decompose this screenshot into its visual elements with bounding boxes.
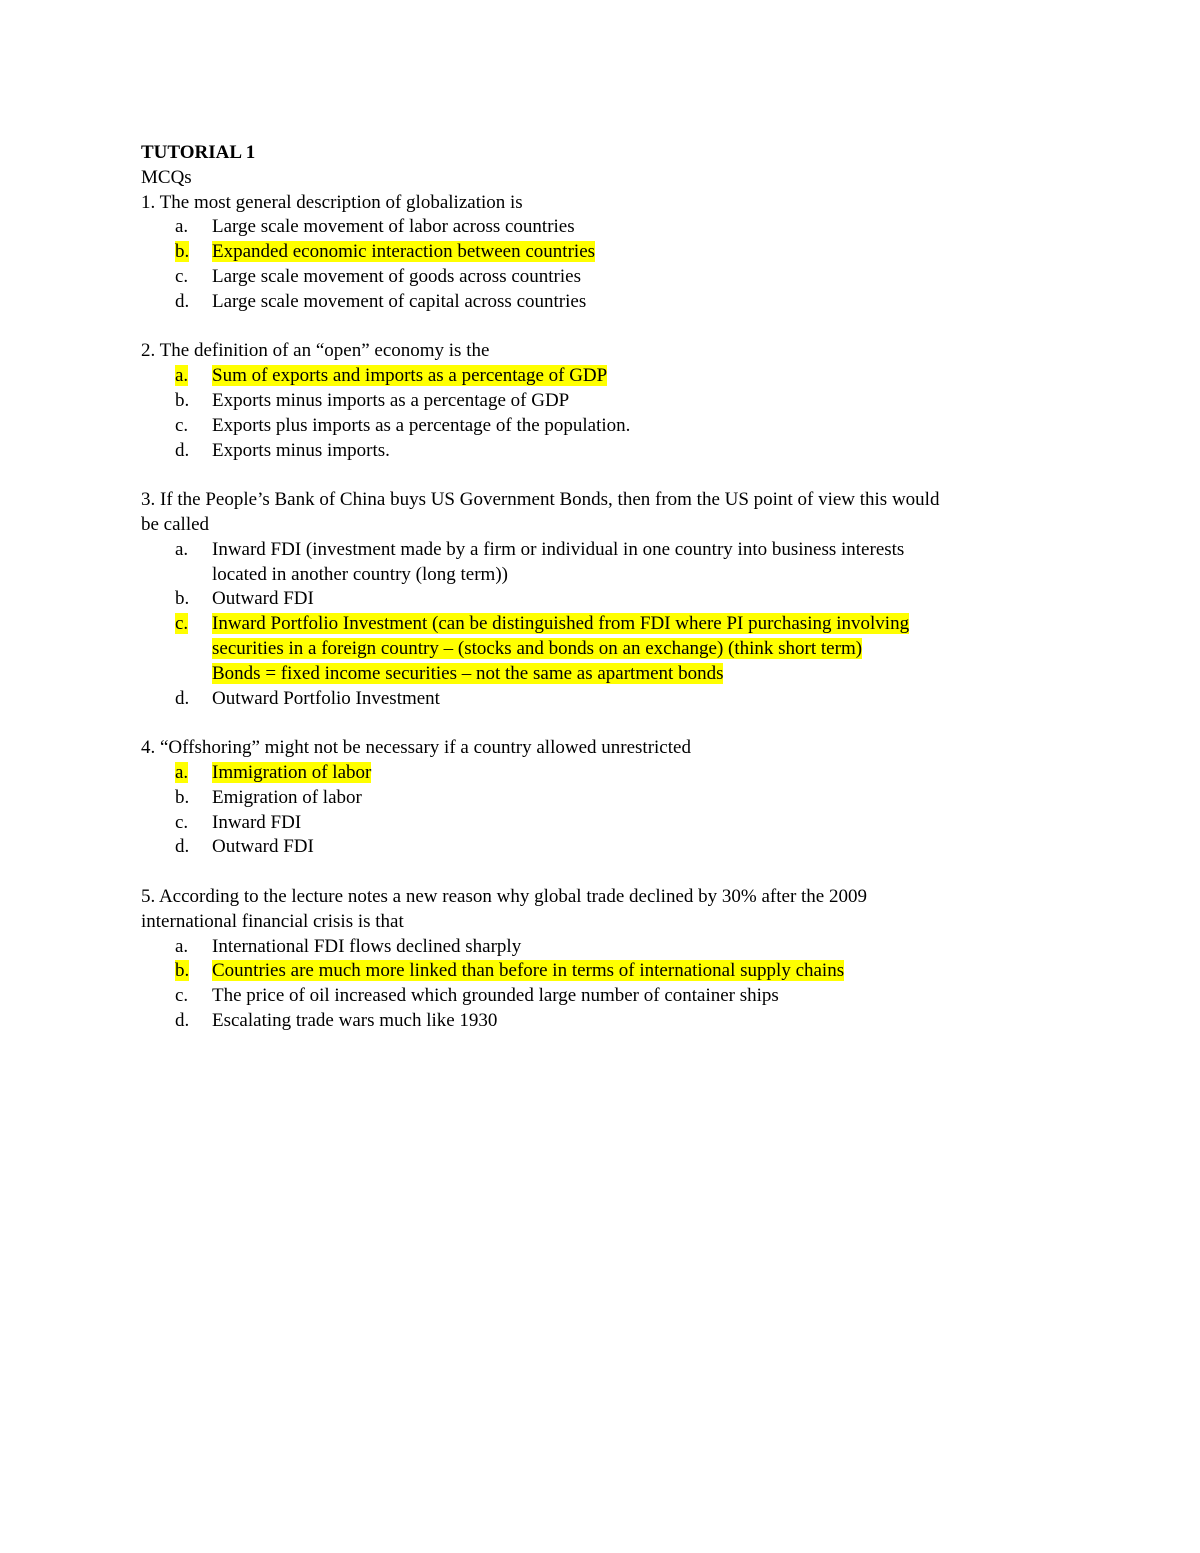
option-text: Exports minus imports. [212, 439, 390, 461]
option-text: Inward FDI [212, 811, 302, 833]
highlighted-option-text: Bonds = fixed income securities – not the same as apartment bonds [212, 662, 724, 684]
question-spacer [141, 860, 1061, 885]
highlighted-option-text: Expanded economic interaction between countries [212, 241, 596, 263]
highlighted-option-text: Sum of exports and imports as a percentage of GDP [212, 365, 608, 387]
option-letter: c. [175, 811, 189, 833]
highlighted-option-text: Inward Portfolio Investment (can be distinguished from FDI where PI purchasing involving [212, 613, 910, 635]
answer-option [141, 389, 1061, 414]
answer-option [141, 761, 1061, 786]
question-2 [141, 339, 1061, 463]
option-text: Outward Portfolio Investment [212, 687, 440, 709]
document-title: TUTORIAL 1 [141, 142, 256, 163]
option-text: Exports minus imports as a percentage of GDP [212, 389, 570, 411]
option-letter: a. [175, 935, 189, 957]
answer-option [141, 959, 1061, 984]
option-letter: b. [175, 960, 190, 982]
document-body [141, 141, 1061, 1034]
option-letter: c. [175, 613, 189, 635]
question-5 [141, 885, 1061, 1034]
question-4 [141, 736, 1061, 860]
option-text: Exports plus imports as a percentage of the population. [212, 414, 631, 436]
answer-option [141, 414, 1061, 439]
option-text: Outward FDI [212, 588, 314, 610]
answer-option [141, 240, 1061, 265]
question-1 [141, 191, 1061, 315]
option-letter: d. [175, 439, 190, 461]
option-letter: a. [175, 365, 189, 387]
question-stem-line: 3. If the People’s Bank of China buys US Government Bonds, then from the US point of view this would [141, 489, 940, 511]
option-letter: a. [175, 761, 189, 783]
option-letter: d. [175, 290, 190, 312]
highlighted-option-text: securities in a foreign country – (stocks and bonds on an exchange) (think short term) [212, 637, 863, 659]
answer-option [141, 587, 1061, 612]
question-stem-line: 4. “Offshoring” might not be necessary if a country allowed unrestricted [141, 737, 691, 759]
highlighted-option-text: Immigration of labor [212, 761, 372, 783]
document-subtitle: MCQs [141, 166, 192, 188]
answer-option [141, 265, 1061, 290]
option-letter: d. [175, 1009, 190, 1031]
option-text: Inward FDI (investment made by a firm or individual in one country into business interests [212, 538, 905, 560]
question-list [141, 191, 1061, 1034]
answer-option [141, 612, 1061, 686]
question-stem-line: be called [141, 513, 210, 535]
answer-option [141, 1009, 1061, 1034]
question-stem-line: international financial crisis is that [141, 910, 404, 932]
answer-option [141, 439, 1061, 464]
answer-option [141, 364, 1061, 389]
answer-option [141, 786, 1061, 811]
option-letter: b. [175, 588, 190, 610]
question-stem-line: 1. The most general description of globalization is [141, 191, 523, 213]
option-letter: b. [175, 389, 190, 411]
option-letter: c. [175, 414, 189, 436]
option-letter: d. [175, 836, 190, 858]
question-stem-line: 5. According to the lecture notes a new reason why global trade declined by 30% after the 2009 [141, 885, 867, 907]
answer-option [141, 290, 1061, 315]
answer-option [141, 935, 1061, 960]
answer-option [141, 215, 1061, 240]
question-stem-line: 2. The definition of an “open” economy is the [141, 340, 490, 362]
answer-option [141, 687, 1061, 712]
option-letter: c. [175, 265, 189, 287]
question-spacer [141, 711, 1061, 736]
option-text: Large scale movement of goods across countries [212, 265, 581, 287]
question-spacer [141, 315, 1061, 340]
option-letter: a. [175, 538, 189, 560]
answer-option [141, 835, 1061, 860]
option-text: Emigration of labor [212, 786, 362, 808]
option-text: The price of oil increased which grounded large number of container ships [212, 985, 779, 1007]
option-text: Outward FDI [212, 836, 314, 858]
option-letter: c. [175, 985, 189, 1007]
option-text: International FDI flows declined sharply [212, 935, 522, 957]
answer-option [141, 538, 1061, 588]
option-letter: a. [175, 216, 189, 238]
question-spacer [141, 463, 1061, 488]
option-text: Large scale movement of labor across countries [212, 216, 575, 238]
option-letter: b. [175, 241, 190, 263]
option-text: Large scale movement of capital across countries [212, 290, 587, 312]
option-letter: b. [175, 786, 190, 808]
option-text: Escalating trade wars much like 1930 [212, 1009, 498, 1031]
question-3 [141, 488, 1061, 711]
highlighted-option-text: Countries are much more linked than before in terms of international supply chains [212, 960, 845, 982]
answer-option [141, 811, 1061, 836]
option-text: located in another country (long term)) [212, 563, 508, 585]
option-letter: d. [175, 687, 190, 709]
answer-option [141, 984, 1061, 1009]
